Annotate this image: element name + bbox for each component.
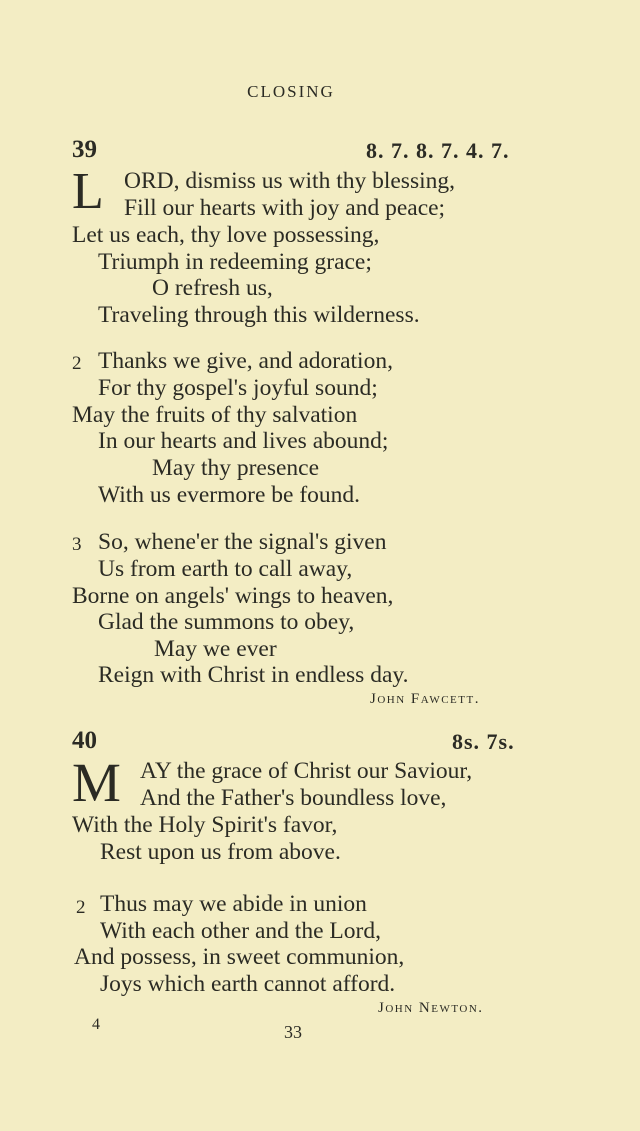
hymn-line: Let us each, thy love possessing, (72, 222, 380, 248)
hymn-line: AY the grace of Christ our Saviour, (140, 758, 473, 784)
hymn-line: And the Father's boundless love, (140, 785, 447, 811)
section-title: CLOSING (247, 82, 335, 101)
verse-number: 2 (72, 353, 82, 374)
hymn-line: Glad the summons to obey, (98, 609, 355, 635)
hymn-line: Thanks we give, and adoration, (98, 348, 393, 374)
hymn-line: With us evermore be found. (98, 482, 361, 508)
hymn-line: For thy gospel's joyful sound; (98, 375, 378, 401)
verse-number: 2 (76, 897, 86, 918)
hymn-line: ORD, dismiss us with thy blessing, (124, 168, 455, 194)
hymn-line: Triumph in redeeming grace; (98, 249, 372, 275)
verse-number: 3 (72, 534, 82, 555)
signature-mark: 4 (92, 1016, 100, 1033)
hymn-line: Rest upon us from above. (100, 839, 341, 865)
hymn-line: Reign with Christ in endless day. (98, 662, 409, 688)
hymn-line: May thy presence (152, 455, 320, 481)
hymn-line: Fill our hearts with joy and peace; (124, 195, 446, 221)
drop-cap: L (72, 163, 104, 220)
hymn-line: Borne on angels' wings to heaven, (72, 583, 394, 609)
hymn-line: May we ever (154, 636, 277, 662)
hymn-meter: 8s. 7s. (452, 729, 515, 754)
hymn-line: So, whene'er the signal's given (98, 529, 387, 555)
hymn-line: Thus may we abide in union (100, 891, 367, 917)
hymn-number: 40 (72, 727, 97, 754)
hymn-line: With the Holy Spirit's favor, (72, 812, 338, 838)
hymn-number: 39 (72, 136, 97, 163)
hymn-line: May the fruits of thy salvation (72, 402, 358, 428)
hymn-line: Traveling through this wilderness. (98, 302, 420, 328)
hymn-line: In our hearts and lives abound; (98, 428, 389, 454)
hymn-author: John Newton. (378, 1000, 484, 1016)
hymn-line: Joys which earth cannot afford. (100, 971, 396, 997)
drop-cap: M (72, 752, 121, 813)
hymn-line: Us from earth to call away, (98, 556, 353, 582)
hymn-author: John Fawcett. (370, 691, 480, 707)
page-number: 33 (284, 1022, 302, 1042)
hymn-line: With each other and the Lord, (100, 918, 381, 944)
hymn-meter: 8. 7. 8. 7. 4. 7. (366, 138, 510, 163)
hymn-line: And possess, in sweet communion, (74, 944, 405, 970)
hymn-line: O refresh us, (152, 275, 273, 301)
